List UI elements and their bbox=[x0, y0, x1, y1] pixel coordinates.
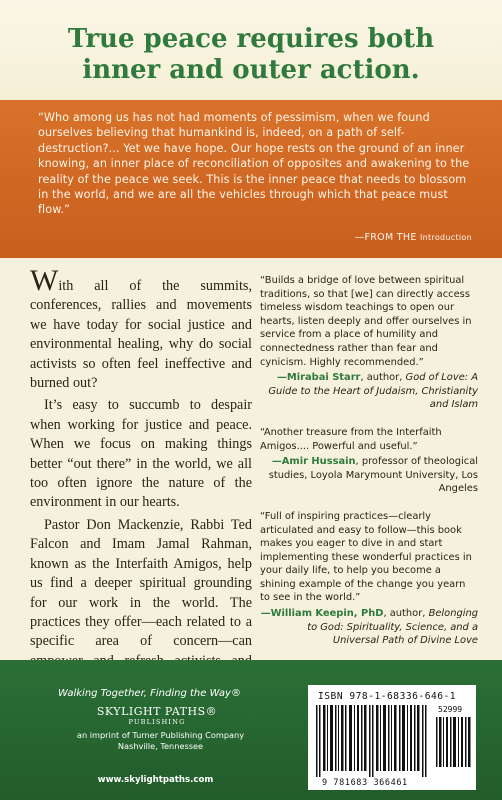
endorsement bbox=[260, 274, 478, 412]
endorsement bbox=[260, 426, 478, 496]
endorser-credit: , author, bbox=[383, 608, 429, 620]
endorser-name: —Amir Hussain bbox=[271, 456, 356, 468]
endorsement-attribution bbox=[260, 607, 478, 648]
endorsement bbox=[260, 510, 478, 648]
price-barcode-icon bbox=[436, 717, 472, 767]
endorser-name: —William Keepin, PhD bbox=[260, 608, 384, 620]
publisher-website[interactable]: www.skylightpaths.com bbox=[97, 775, 214, 785]
isbn-text: ISBN 978-1-68336-646-1 bbox=[318, 691, 457, 702]
publisher-footer bbox=[0, 660, 502, 800]
endorser-book: God of Love: A Guide to the Heart of Judaism, Christianity and Islam bbox=[268, 372, 478, 411]
endorser-name: —Mirabai Starr bbox=[277, 372, 361, 384]
barcode bbox=[308, 685, 476, 790]
headline-line-2: inner and outer action. bbox=[82, 55, 420, 85]
publisher-logo bbox=[96, 705, 218, 726]
book-description bbox=[30, 264, 252, 694]
headline bbox=[10, 24, 492, 86]
intro-quote-band bbox=[0, 100, 502, 258]
imprint-line-1: an imprint of Turner Publishing Company bbox=[76, 730, 245, 740]
imprint-line-2: Nashville, Tennessee bbox=[117, 741, 204, 751]
barcode-digits: 9 781683 366461 bbox=[322, 778, 408, 788]
description-text-1: ith all of the summits, conferences, rallies and movements we have today for social justice and environmental healing, why do social activists so often feel ineffective and burned out? bbox=[30, 278, 252, 392]
price-code: 52999 bbox=[438, 705, 463, 714]
dropcap: W bbox=[30, 264, 59, 297]
intro-quote-attribution bbox=[355, 232, 472, 243]
publisher-tagline: Walking Together, Finding the Way® bbox=[58, 688, 241, 699]
endorser-credit: , professor of theological studies, Loyola Marymount University, Los Angeles bbox=[268, 456, 478, 495]
endorsements bbox=[260, 274, 478, 662]
endorsement-attribution bbox=[260, 371, 478, 412]
endorsement-attribution bbox=[260, 455, 478, 496]
publisher-logo-name: SKYLIGHT PATHS® bbox=[96, 705, 218, 718]
endorsement-text: “Full of inspiring practices—clearly articulated and easy to follow—this book makes you eager to dive in and start implementing these wonderful practices in your daily life, to help you become a shining example of the change you yearn to see in the world.” bbox=[260, 510, 472, 604]
publisher-logo-sub: PUBLISHING bbox=[128, 718, 186, 726]
attribution-prefix: —FROM THE bbox=[354, 232, 420, 243]
description-paragraph-1 bbox=[30, 264, 252, 393]
publisher-imprint bbox=[58, 730, 263, 752]
main-content bbox=[0, 258, 502, 658]
attribution-source: Introduction bbox=[419, 233, 472, 242]
endorser-credit: , author, bbox=[360, 372, 406, 384]
endorsement-text: “Builds a bridge of love between spiritual traditions, so that [we] can directly access timeless wisdom teachings to open our hearts, listen deeply and offer ourselves in service from a place of humility and connectedness rather than fear and cynicism. Highly recommended.” bbox=[260, 275, 472, 368]
intro-quote-text: “Who among us has not had moments of pessimism, when we found ourselves believing that humankind is, indeed, on a path of self-destruction?... Yet we have hope. Our hope rests on the ground of an inner knowing, an inner place of reconciliation of opposites and awakening to the reality of the peace we seek. This is the inner peace that needs to blossom in the world, and we are all the vehicles through which that peace must flow.” bbox=[38, 111, 470, 217]
barcode-icon bbox=[316, 705, 434, 777]
endorsement-text: “Another treasure from the Interfaith Amigos.... Powerful and useful.” bbox=[260, 426, 442, 452]
description-paragraph-2: It’s easy to succumb to despair when working for justice and peace. When we focus on making things better “out there” in the world, we all too often ignore the nature of the environment in our hearts. bbox=[30, 397, 252, 511]
headline-area bbox=[0, 0, 502, 100]
description-paragraph-3: Pastor Don Mackenzie, Rabbi Ted Falcon and Imam Jamal Rahman, known as the Interfaith Amigos, help us find a deeper spiritual grounding for our work in the world. The practices they offer—each related to a specific area of concern—can bbox=[30, 516, 252, 650]
headline-line-1: True peace requires both bbox=[67, 24, 435, 54]
endorser-book: Belonging to God: Spirituality, Science, and a Universal Path of Divine Love bbox=[307, 608, 478, 647]
